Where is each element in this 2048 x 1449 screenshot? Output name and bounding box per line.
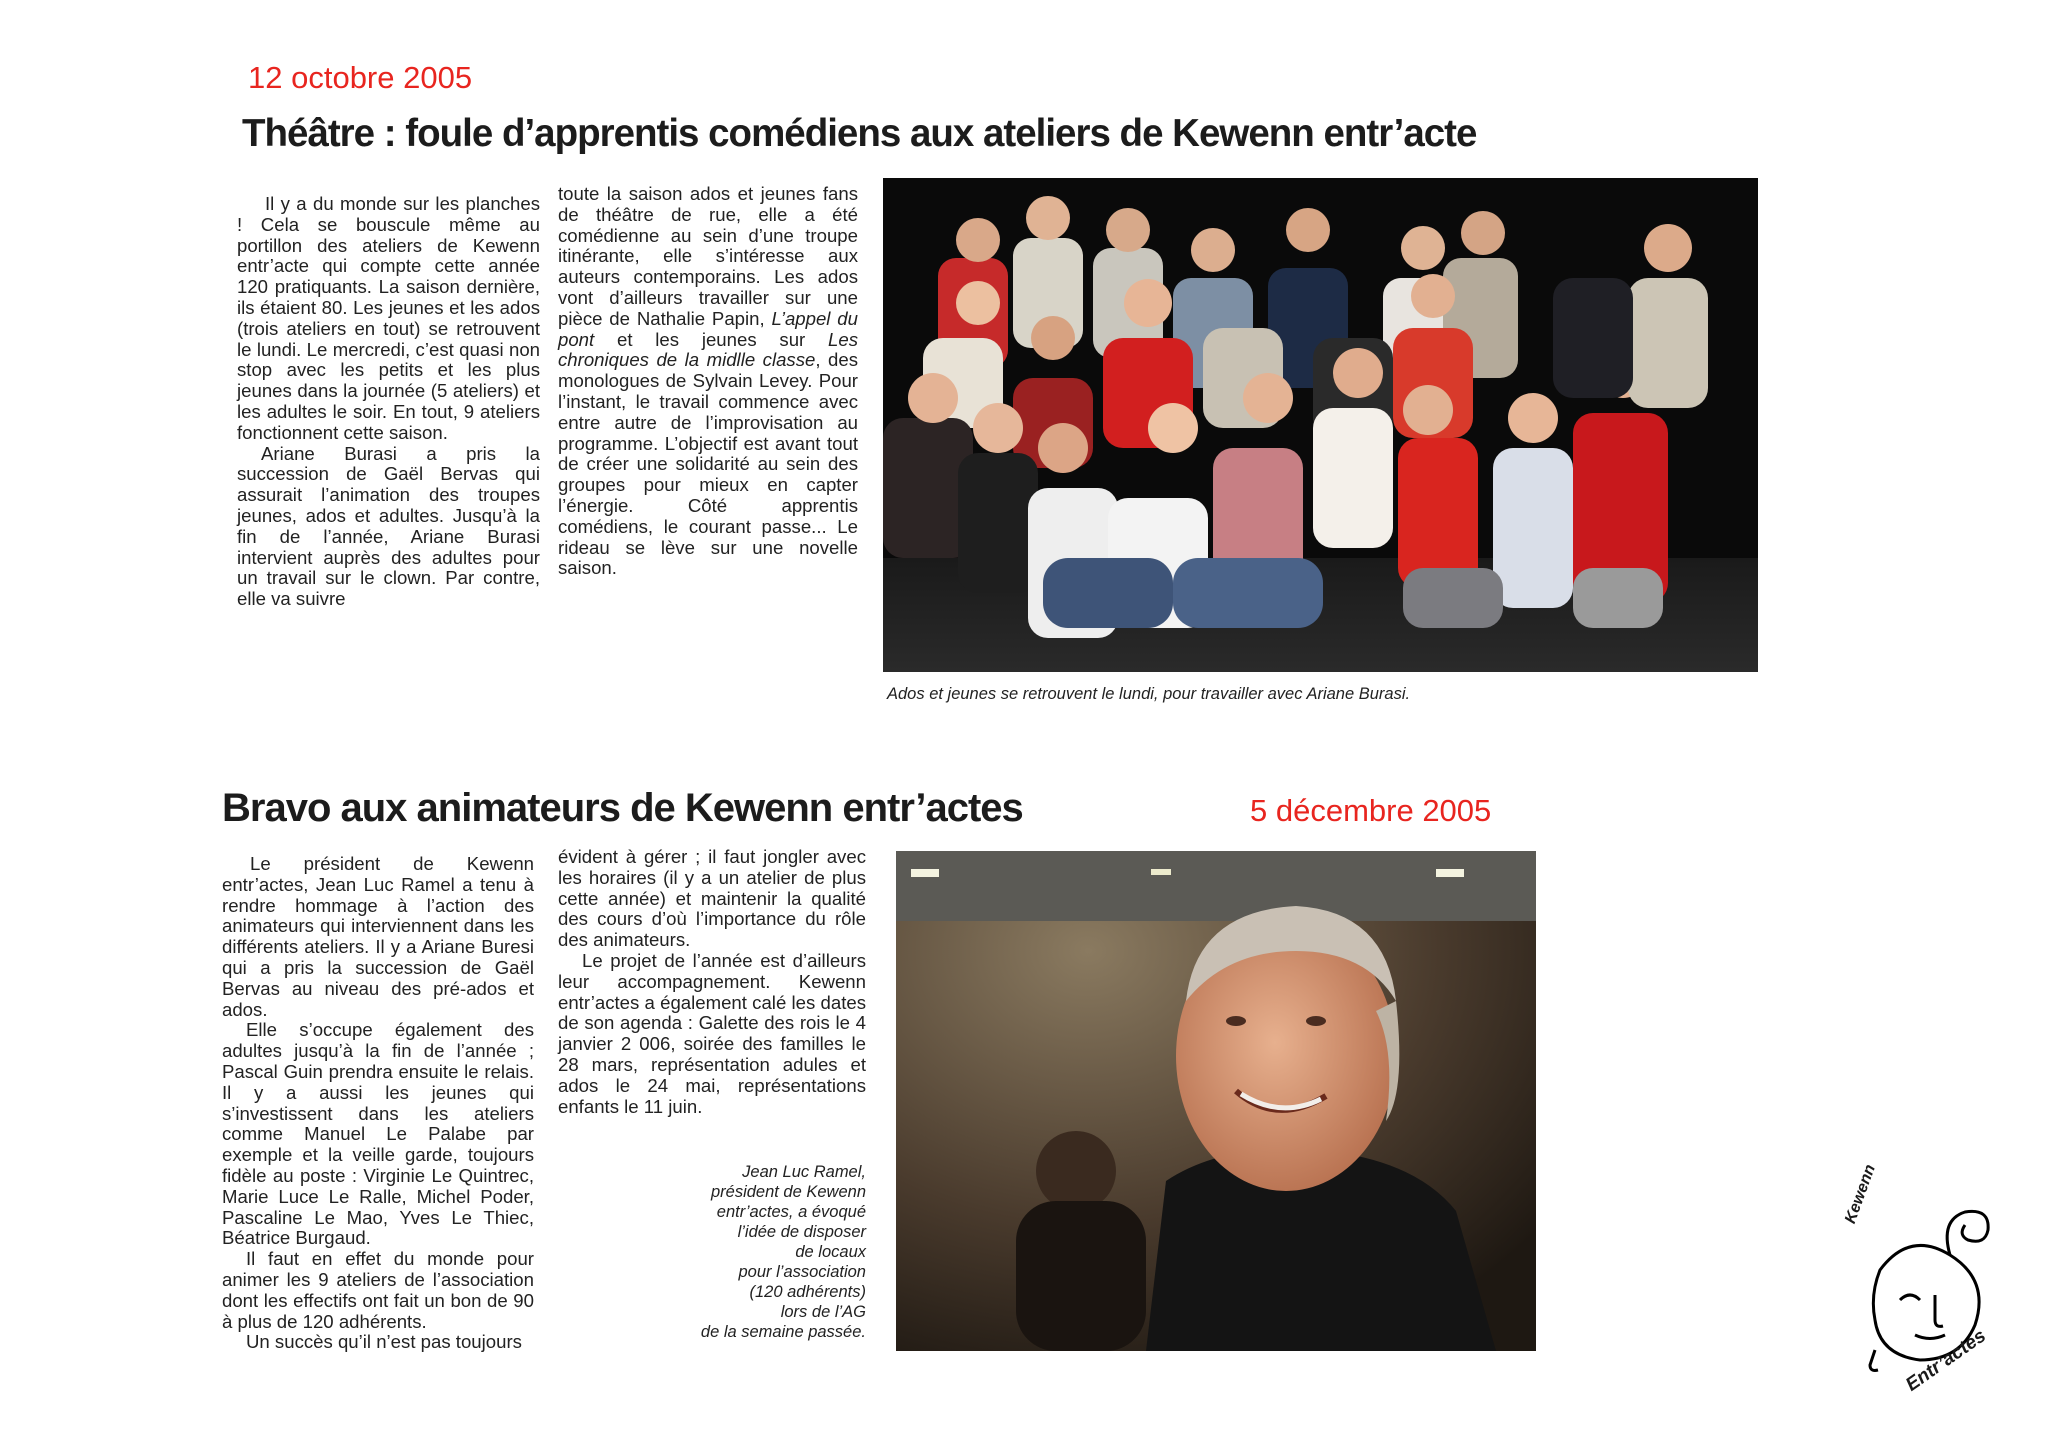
group-photo [883,178,1758,672]
article2-column-1 [222,854,534,1353]
portrait-photo [896,851,1536,1351]
article2-paragraph-5: évident à gérer ; il faut jongler avec les horaires (il y a un atelier de plus cette année) et maintenir la qualité des cours d’où l’importance du rôle des animateurs. [558,846,866,951]
article1-photo-caption: Ados et jeunes se retrouvent le lundi, pour travailler avec Ariane Burasi. [887,685,1411,703]
caption-line: de locaux [795,1243,866,1261]
kewenn-logo [1840,1162,2020,1410]
article1-column-2 [558,184,858,579]
caption-line: lors de l’AG [780,1303,866,1321]
article2-paragraph-3: Il faut en effet du monde pour animer les 9 ateliers de l’association dont les effectifs ont fait un bon de 90 à plus de 120 adhérents. [222,1248,534,1332]
article1-text-b: et les jeunes sur [594,328,829,350]
portrait-photo-image [896,851,1536,1351]
article2-column-2 [558,847,866,1117]
article2-paragraph-6: Le projet de l’année est d’ailleurs leur accompagnement. Kewenn entr’actes a également calé les dates de son agenda : Galette des rois le 4 janvier 2 006, soirée des familles le 28 mars, représentation adules et ados le 24 mai, représentations enfants le 11 juin. [558,949,866,1117]
caption-line: entr’actes, a évoqué [716,1203,866,1221]
article1-text-c: , des monologues de Sylvain Levey. Pour l’instant, le travail commence avec entre autre de l’improvisation au programme. L’objectif est avant tout de créer une solidarité au sein des groupes pour mieux en capter l’énergie. Côté apprentis comédiens, le courant passe... Le rideau se lève sur une novelle saison. [558,349,858,579]
article1-paragraph-3 [558,184,858,579]
logo-text-kewenn: Kewenn [1842,1162,1879,1226]
article1-column-1 [237,194,540,610]
caption-line: pour l’association [738,1263,866,1281]
caption-line: de la semaine passée. [700,1323,866,1341]
article2-headline: Bravo aux animateurs de Kewenn entr’actes [222,786,1023,830]
article1-date: 12 octobre 2005 [248,60,473,95]
article1-paragraph-1: Il y a du monde sur les planches ! Cela se bouscule même au portillon des ateliers de Kewenn entr’acte qui compte cette année 120 pratiquants. La saison dernière, ils étaient 80. Les jeunes et les ados (trois ateliers en tout) se retrouvent le lundi. Le mercredi, c’est quasi non stop avec les petits et les plus jeunes dans la journée (5 ateliers) et les adultes le soir. En tout, 9 ateliers fonctionnent cette saison. [237,193,540,443]
logo-text-entractes: Entr’actes [1902,1325,1990,1396]
article2-paragraph-1: Le président de Kewenn entr’actes, Jean Luc Ramel a tenu à rendre hommage à l’action des animateurs qui interviennent dans les différents ateliers. Il y a Ariane Buresi qui a pris la succession de Gaël Bervas au niveau des pré-ados et ados. [222,853,534,1020]
article1-text-a: toute la saison ados et jeunes fans de théâtre de rue, elle a été comédienne au sein d’une troupe itinérante, elle s’intéresse aux auteurs contemporains. Les ados vont d’ailleurs travailler sur une pièce de Nathalie Papin, [558,183,858,329]
caption-line: (120 adhérents) [749,1283,866,1301]
article2-photo-caption [640,1162,866,1342]
play-title-2: Les chroniques de la midlle classe [558,328,858,371]
article2-date: 5 décembre 2005 [1250,793,1492,828]
caption-line: président de Kewenn [710,1183,866,1201]
play-title-1: L’appel du pont [558,307,858,350]
article1-paragraph-2: Ariane Burasi a pris la succession de Gaël Bervas qui assurait l’animation des troupes jeunes, ados et adultes. Jusqu’à la fin de l’année, Ariane Burasi intervient auprès des adultes pour un travail sur le clown. Par contre, elle va suivre [237,442,540,610]
article1-headline: Théâtre : foule d’apprentis comédiens aux ateliers de Kewenn entr’acte [242,112,1477,155]
caption-line: l’idée de disposer [737,1223,866,1241]
caption-line: Jean Luc Ramel, [742,1163,866,1181]
article2-paragraph-4: Un succès qu’il n’est pas toujours [246,1331,522,1353]
group-photo-image [883,178,1758,672]
article2-paragraph-2: Elle s’occupe également des adultes jusqu’à la fin de l’année ; Pascal Guin prendra ensuite le relais. Il y a aussi les jeunes qui s’investissent dans les ateliers comme Manuel Le Palabe par exemple et la veille garde, toujours fidèle au poste : Virginie Le Quintrec, Marie Luce Le Ralle, Michel Poder, Pascaline Le Mao, Yves Le Thiec, Béatrice Burgaud. [222,1019,534,1249]
